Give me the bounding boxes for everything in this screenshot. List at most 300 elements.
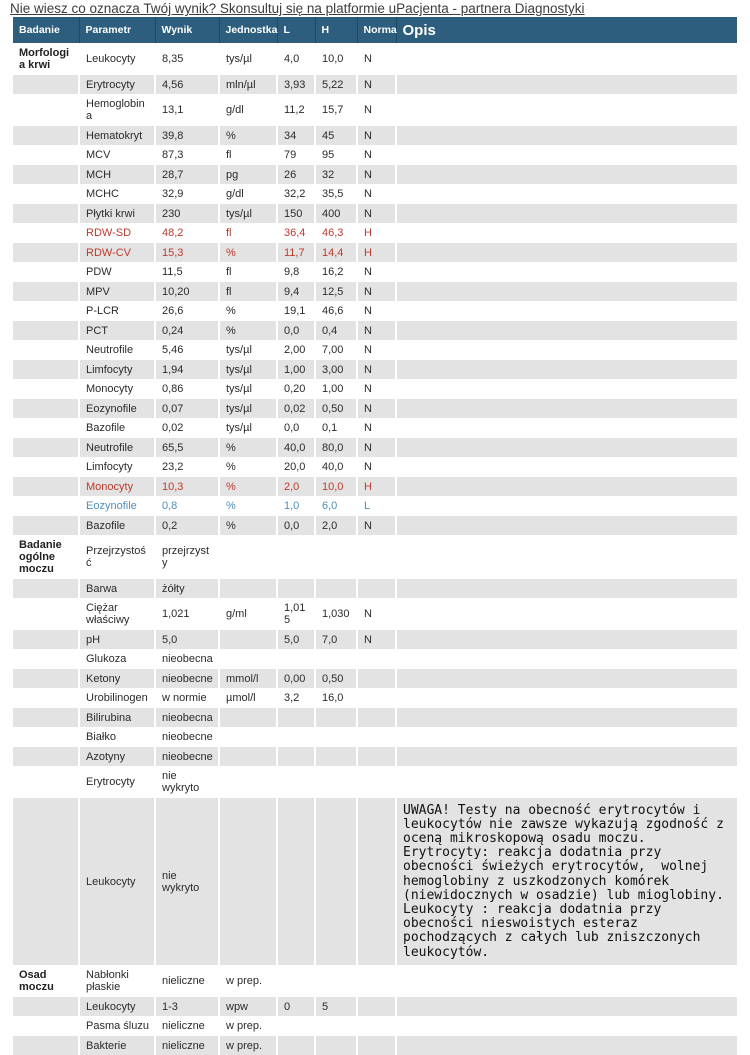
cell-h: 2,0 [315, 516, 357, 536]
cell-wynik: nieobecne [155, 747, 219, 767]
cell-h: 46,6 [315, 301, 357, 321]
cell-opis [396, 204, 737, 224]
cell-parametr: MCHC [79, 184, 155, 204]
cell-norma: N [357, 145, 396, 165]
table-row [13, 282, 737, 302]
cell-wynik: 0,24 [155, 321, 219, 341]
cell-h: 7,0 [315, 630, 357, 650]
cell-wynik: 5,46 [155, 340, 219, 360]
cell-wynik: 48,2 [155, 223, 219, 243]
cell-l: 40,0 [277, 438, 315, 458]
table-row [13, 126, 737, 146]
cell-wynik: nieliczne [155, 1036, 219, 1055]
cell-badanie [13, 379, 79, 399]
cell-jednostka: wpw [219, 997, 277, 1017]
cell-parametr: Nabłonki płaskie [79, 965, 155, 997]
table-row [13, 477, 737, 497]
cell-norma: N [357, 399, 396, 419]
cell-badanie [13, 669, 79, 689]
cell-parametr: Bazofile [79, 516, 155, 536]
cell-h [315, 766, 357, 798]
cell-norma: N [357, 94, 396, 126]
cell-h [315, 727, 357, 747]
cell-badanie [13, 360, 79, 380]
cell-opis [396, 766, 737, 798]
header-norma: Norma [357, 17, 396, 43]
cell-l: 79 [277, 145, 315, 165]
cell-l: 2,00 [277, 340, 315, 360]
cell-wynik: 1,021 [155, 598, 219, 630]
cell-badanie [13, 165, 79, 185]
cell-norma [357, 649, 396, 669]
cell-h: 5,22 [315, 75, 357, 95]
header-row [13, 17, 737, 43]
cell-parametr: Leukocyty [79, 43, 155, 75]
cell-parametr: Azotyny [79, 747, 155, 767]
cell-wynik: nie wykryto [155, 798, 219, 966]
cell-wynik: 0,2 [155, 516, 219, 536]
cell-wynik: 32,9 [155, 184, 219, 204]
cell-l [277, 579, 315, 599]
cell-parametr: Leukocyty [79, 798, 155, 966]
cell-badanie [13, 457, 79, 477]
cell-jednostka: tys/µl [219, 204, 277, 224]
cell-norma [357, 997, 396, 1017]
cell-norma [357, 535, 396, 579]
header-h: H [315, 17, 357, 43]
cell-opis [396, 630, 737, 650]
cell-jednostka: tys/µl [219, 360, 277, 380]
cell-wynik: w normie [155, 688, 219, 708]
cell-badanie [13, 223, 79, 243]
table-row [13, 997, 737, 1017]
cell-wynik: 0,86 [155, 379, 219, 399]
cell-l: 0,02 [277, 399, 315, 419]
upacjenta-consult-link[interactable]: Nie wiesz co oznacza Twój wynik? Skonsultuj się na platformie uPacjenta - partnera Diagnostyki [10, 1, 585, 16]
cell-opis [396, 282, 737, 302]
cell-wynik: nieobecne [155, 669, 219, 689]
cell-jednostka: % [219, 477, 277, 497]
cell-parametr: Leukocyty [79, 997, 155, 1017]
cell-jednostka: tys/µl [219, 418, 277, 438]
cell-h: 35,5 [315, 184, 357, 204]
cell-h [315, 1036, 357, 1055]
cell-opis [396, 418, 737, 438]
cell-badanie [13, 477, 79, 497]
cell-h: 46,3 [315, 223, 357, 243]
cell-parametr: Bakterie [79, 1036, 155, 1055]
cell-jednostka: % [219, 438, 277, 458]
cell-norma: N [357, 282, 396, 302]
cell-wynik: przejrzysty [155, 535, 219, 579]
cell-parametr: Hemoglobina [79, 94, 155, 126]
cell-jednostka [219, 535, 277, 579]
results-table-body [13, 43, 737, 1055]
cell-norma [357, 579, 396, 599]
table-row [13, 360, 737, 380]
header-wynik: Wynik [155, 17, 219, 43]
table-row [13, 438, 737, 458]
table-row [13, 223, 737, 243]
cell-opis [396, 496, 737, 516]
cell-norma: N [357, 165, 396, 185]
cell-jednostka: fl [219, 145, 277, 165]
cell-norma: L [357, 496, 396, 516]
cell-h: 0,50 [315, 669, 357, 689]
table-row [13, 669, 737, 689]
cell-wynik: 13,1 [155, 94, 219, 126]
table-row [13, 204, 737, 224]
cell-badanie [13, 727, 79, 747]
cell-h: 14,4 [315, 243, 357, 263]
cell-jednostka [219, 747, 277, 767]
cell-opis [396, 516, 737, 536]
cell-l: 0,00 [277, 669, 315, 689]
cell-h: 0,1 [315, 418, 357, 438]
table-header [13, 17, 737, 43]
cell-badanie [13, 340, 79, 360]
cell-norma [357, 708, 396, 728]
cell-wynik: 5,0 [155, 630, 219, 650]
cell-badanie [13, 1036, 79, 1055]
cell-badanie [13, 204, 79, 224]
cell-h: 0,4 [315, 321, 357, 341]
cell-parametr: Pasma śluzu [79, 1016, 155, 1036]
cell-h [315, 965, 357, 997]
cell-jednostka: tys/µl [219, 43, 277, 75]
cell-wynik: nieobecne [155, 727, 219, 747]
cell-norma: N [357, 126, 396, 146]
cell-h: 6,0 [315, 496, 357, 516]
cell-jednostka [219, 708, 277, 728]
cell-wynik: 1,94 [155, 360, 219, 380]
cell-h [315, 747, 357, 767]
header-l: L [277, 17, 315, 43]
cell-opis [396, 340, 737, 360]
cell-opis [396, 165, 737, 185]
cell-norma: H [357, 243, 396, 263]
cell-parametr: Monocyty [79, 379, 155, 399]
table-row [13, 262, 737, 282]
cell-badanie [13, 579, 79, 599]
cell-l: 1,00 [277, 360, 315, 380]
cell-badanie [13, 301, 79, 321]
table-row [13, 535, 737, 579]
cell-h [315, 649, 357, 669]
cell-norma [357, 1016, 396, 1036]
cell-wynik: 1-3 [155, 997, 219, 1017]
cell-l [277, 747, 315, 767]
cell-norma [357, 798, 396, 966]
cell-jednostka: fl [219, 223, 277, 243]
table-row [13, 379, 737, 399]
cell-norma [357, 669, 396, 689]
cell-parametr: Monocyty [79, 477, 155, 497]
cell-l [277, 649, 315, 669]
cell-opis [396, 438, 737, 458]
table-row [13, 766, 737, 798]
lab-results-table [13, 17, 737, 1055]
table-row [13, 340, 737, 360]
cell-l [277, 535, 315, 579]
cell-parametr: Ketony [79, 669, 155, 689]
cell-opis [396, 649, 737, 669]
cell-l: 0,0 [277, 321, 315, 341]
cell-jednostka: % [219, 496, 277, 516]
cell-badanie: Badanie ogólne moczu [13, 535, 79, 579]
cell-norma: N [357, 457, 396, 477]
cell-jednostka [219, 630, 277, 650]
cell-h [315, 579, 357, 599]
cell-l: 0,20 [277, 379, 315, 399]
cell-l: 0 [277, 997, 315, 1017]
cell-wynik: 15,3 [155, 243, 219, 263]
cell-jednostka: mln/µl [219, 75, 277, 95]
cell-badanie [13, 243, 79, 263]
cell-norma: N [357, 204, 396, 224]
cell-jednostka [219, 579, 277, 599]
cell-badanie [13, 282, 79, 302]
cell-l: 1,0 [277, 496, 315, 516]
cell-badanie [13, 798, 79, 966]
cell-wynik: 0,07 [155, 399, 219, 419]
cell-h: 16,2 [315, 262, 357, 282]
table-row [13, 418, 737, 438]
cell-opis [396, 243, 737, 263]
cell-l [277, 1016, 315, 1036]
cell-parametr: Neutrofile [79, 340, 155, 360]
cell-parametr: Limfocyty [79, 360, 155, 380]
cell-badanie [13, 630, 79, 650]
cell-opis [396, 997, 737, 1017]
cell-l [277, 1036, 315, 1055]
cell-parametr: Eozynofile [79, 496, 155, 516]
cell-jednostka: fl [219, 262, 277, 282]
cell-wynik: 39,8 [155, 126, 219, 146]
cell-parametr: Hematokryt [79, 126, 155, 146]
cell-opis [396, 75, 737, 95]
cell-l: 26 [277, 165, 315, 185]
cell-l: 34 [277, 126, 315, 146]
cell-l: 2,0 [277, 477, 315, 497]
cell-badanie [13, 688, 79, 708]
cell-norma: N [357, 516, 396, 536]
table-row [13, 965, 737, 997]
cell-h: 0,50 [315, 399, 357, 419]
cell-h: 3,00 [315, 360, 357, 380]
cell-opis [396, 360, 737, 380]
cell-norma: N [357, 321, 396, 341]
cell-opis [396, 965, 737, 997]
cell-parametr: Przejrzystość [79, 535, 155, 579]
cell-badanie [13, 598, 79, 630]
cell-h: 400 [315, 204, 357, 224]
cell-wynik: 26,6 [155, 301, 219, 321]
cell-l: 5,0 [277, 630, 315, 650]
cell-h: 7,00 [315, 340, 357, 360]
cell-jednostka: % [219, 243, 277, 263]
cell-opis [396, 184, 737, 204]
cell-norma: N [357, 360, 396, 380]
cell-l: 0,0 [277, 418, 315, 438]
table-row [13, 1016, 737, 1036]
cell-opis [396, 399, 737, 419]
cell-jednostka: mmol/l [219, 669, 277, 689]
cell-wynik: 0,8 [155, 496, 219, 516]
cell-jednostka [219, 649, 277, 669]
cell-badanie [13, 997, 79, 1017]
cell-wynik: 10,3 [155, 477, 219, 497]
table-row [13, 727, 737, 747]
cell-h: 10,0 [315, 477, 357, 497]
cell-wynik: 0,02 [155, 418, 219, 438]
cell-opis [396, 747, 737, 767]
cell-l: 36,4 [277, 223, 315, 243]
cell-opis [396, 1036, 737, 1055]
cell-badanie [13, 399, 79, 419]
cell-jednostka: w prep. [219, 1036, 277, 1055]
cell-l: 150 [277, 204, 315, 224]
table-row [13, 798, 737, 966]
table-row [13, 579, 737, 599]
cell-wynik: 65,5 [155, 438, 219, 458]
cell-l: 0,0 [277, 516, 315, 536]
cell-jednostka: tys/µl [219, 340, 277, 360]
cell-wynik: nieobecna [155, 649, 219, 669]
cell-h [315, 535, 357, 579]
cell-norma: N [357, 43, 396, 75]
cell-opis [396, 598, 737, 630]
cell-jednostka [219, 766, 277, 798]
cell-parametr: Erytrocyty [79, 75, 155, 95]
header-parametr: Parametr [79, 17, 155, 43]
cell-wynik: żółty [155, 579, 219, 599]
cell-h: 1,030 [315, 598, 357, 630]
cell-jednostka [219, 727, 277, 747]
table-row [13, 747, 737, 767]
cell-jednostka: g/dl [219, 184, 277, 204]
cell-parametr: Glukoza [79, 649, 155, 669]
cell-parametr: MPV [79, 282, 155, 302]
table-row [13, 516, 737, 536]
cell-badanie [13, 145, 79, 165]
cell-l: 11,2 [277, 94, 315, 126]
cell-badanie [13, 708, 79, 728]
cell-wynik: nieobecna [155, 708, 219, 728]
cell-h: 15,7 [315, 94, 357, 126]
cell-norma [357, 766, 396, 798]
cell-jednostka: % [219, 516, 277, 536]
cell-norma: N [357, 630, 396, 650]
table-row [13, 301, 737, 321]
cell-h [315, 798, 357, 966]
cell-l: 19,1 [277, 301, 315, 321]
cell-parametr: Eozynofile [79, 399, 155, 419]
cell-parametr: Bazofile [79, 418, 155, 438]
header-opis: Opis [396, 17, 737, 43]
cell-badanie [13, 184, 79, 204]
cell-parametr: pH [79, 630, 155, 650]
cell-badanie [13, 321, 79, 341]
cell-jednostka: pg [219, 165, 277, 185]
cell-l: 3,2 [277, 688, 315, 708]
cell-l: 20,0 [277, 457, 315, 477]
cell-norma: N [357, 438, 396, 458]
cell-jednostka [219, 798, 277, 966]
table-row [13, 598, 737, 630]
table-row [13, 457, 737, 477]
table-row [13, 688, 737, 708]
header-badanie: Badanie [13, 17, 79, 43]
cell-norma: N [357, 379, 396, 399]
cell-norma: N [357, 340, 396, 360]
cell-h: 32 [315, 165, 357, 185]
cell-parametr: MCV [79, 145, 155, 165]
cell-parametr: Neutrofile [79, 438, 155, 458]
cell-norma: N [357, 184, 396, 204]
cell-jednostka: g/dl [219, 94, 277, 126]
cell-jednostka: tys/µl [219, 379, 277, 399]
cell-h [315, 708, 357, 728]
cell-badanie [13, 747, 79, 767]
cell-norma [357, 965, 396, 997]
cell-h [315, 1016, 357, 1036]
cell-badanie [13, 75, 79, 95]
cell-opis [396, 321, 737, 341]
cell-parametr: MCH [79, 165, 155, 185]
top-link-container [0, 0, 750, 16]
cell-l [277, 727, 315, 747]
cell-l [277, 798, 315, 966]
cell-norma: N [357, 262, 396, 282]
table-row [13, 1036, 737, 1055]
cell-h: 10,0 [315, 43, 357, 75]
cell-badanie: Morfologia krwi [13, 43, 79, 75]
cell-wynik: 10,20 [155, 282, 219, 302]
cell-h: 16,0 [315, 688, 357, 708]
cell-badanie [13, 262, 79, 282]
cell-wynik: 8,35 [155, 43, 219, 75]
cell-parametr: P-LCR [79, 301, 155, 321]
table-row [13, 708, 737, 728]
cell-jednostka: w prep. [219, 965, 277, 997]
cell-jednostka: % [219, 457, 277, 477]
cell-l: 11,7 [277, 243, 315, 263]
cell-norma [357, 747, 396, 767]
cell-norma [357, 727, 396, 747]
cell-jednostka: tys/µl [219, 399, 277, 419]
cell-parametr: Białko [79, 727, 155, 747]
cell-parametr: Barwa [79, 579, 155, 599]
cell-badanie [13, 516, 79, 536]
cell-parametr: Bilirubina [79, 708, 155, 728]
cell-l [277, 708, 315, 728]
cell-norma: H [357, 223, 396, 243]
table-row [13, 145, 737, 165]
cell-wynik: nie wykryto [155, 766, 219, 798]
cell-jednostka: % [219, 126, 277, 146]
cell-parametr: Erytrocyty [79, 766, 155, 798]
cell-badanie [13, 1016, 79, 1036]
cell-norma: H [357, 477, 396, 497]
cell-badanie [13, 438, 79, 458]
cell-wynik: 230 [155, 204, 219, 224]
cell-badanie [13, 126, 79, 146]
cell-wynik: 11,5 [155, 262, 219, 282]
cell-jednostka: fl [219, 282, 277, 302]
cell-opis [396, 126, 737, 146]
table-row [13, 75, 737, 95]
